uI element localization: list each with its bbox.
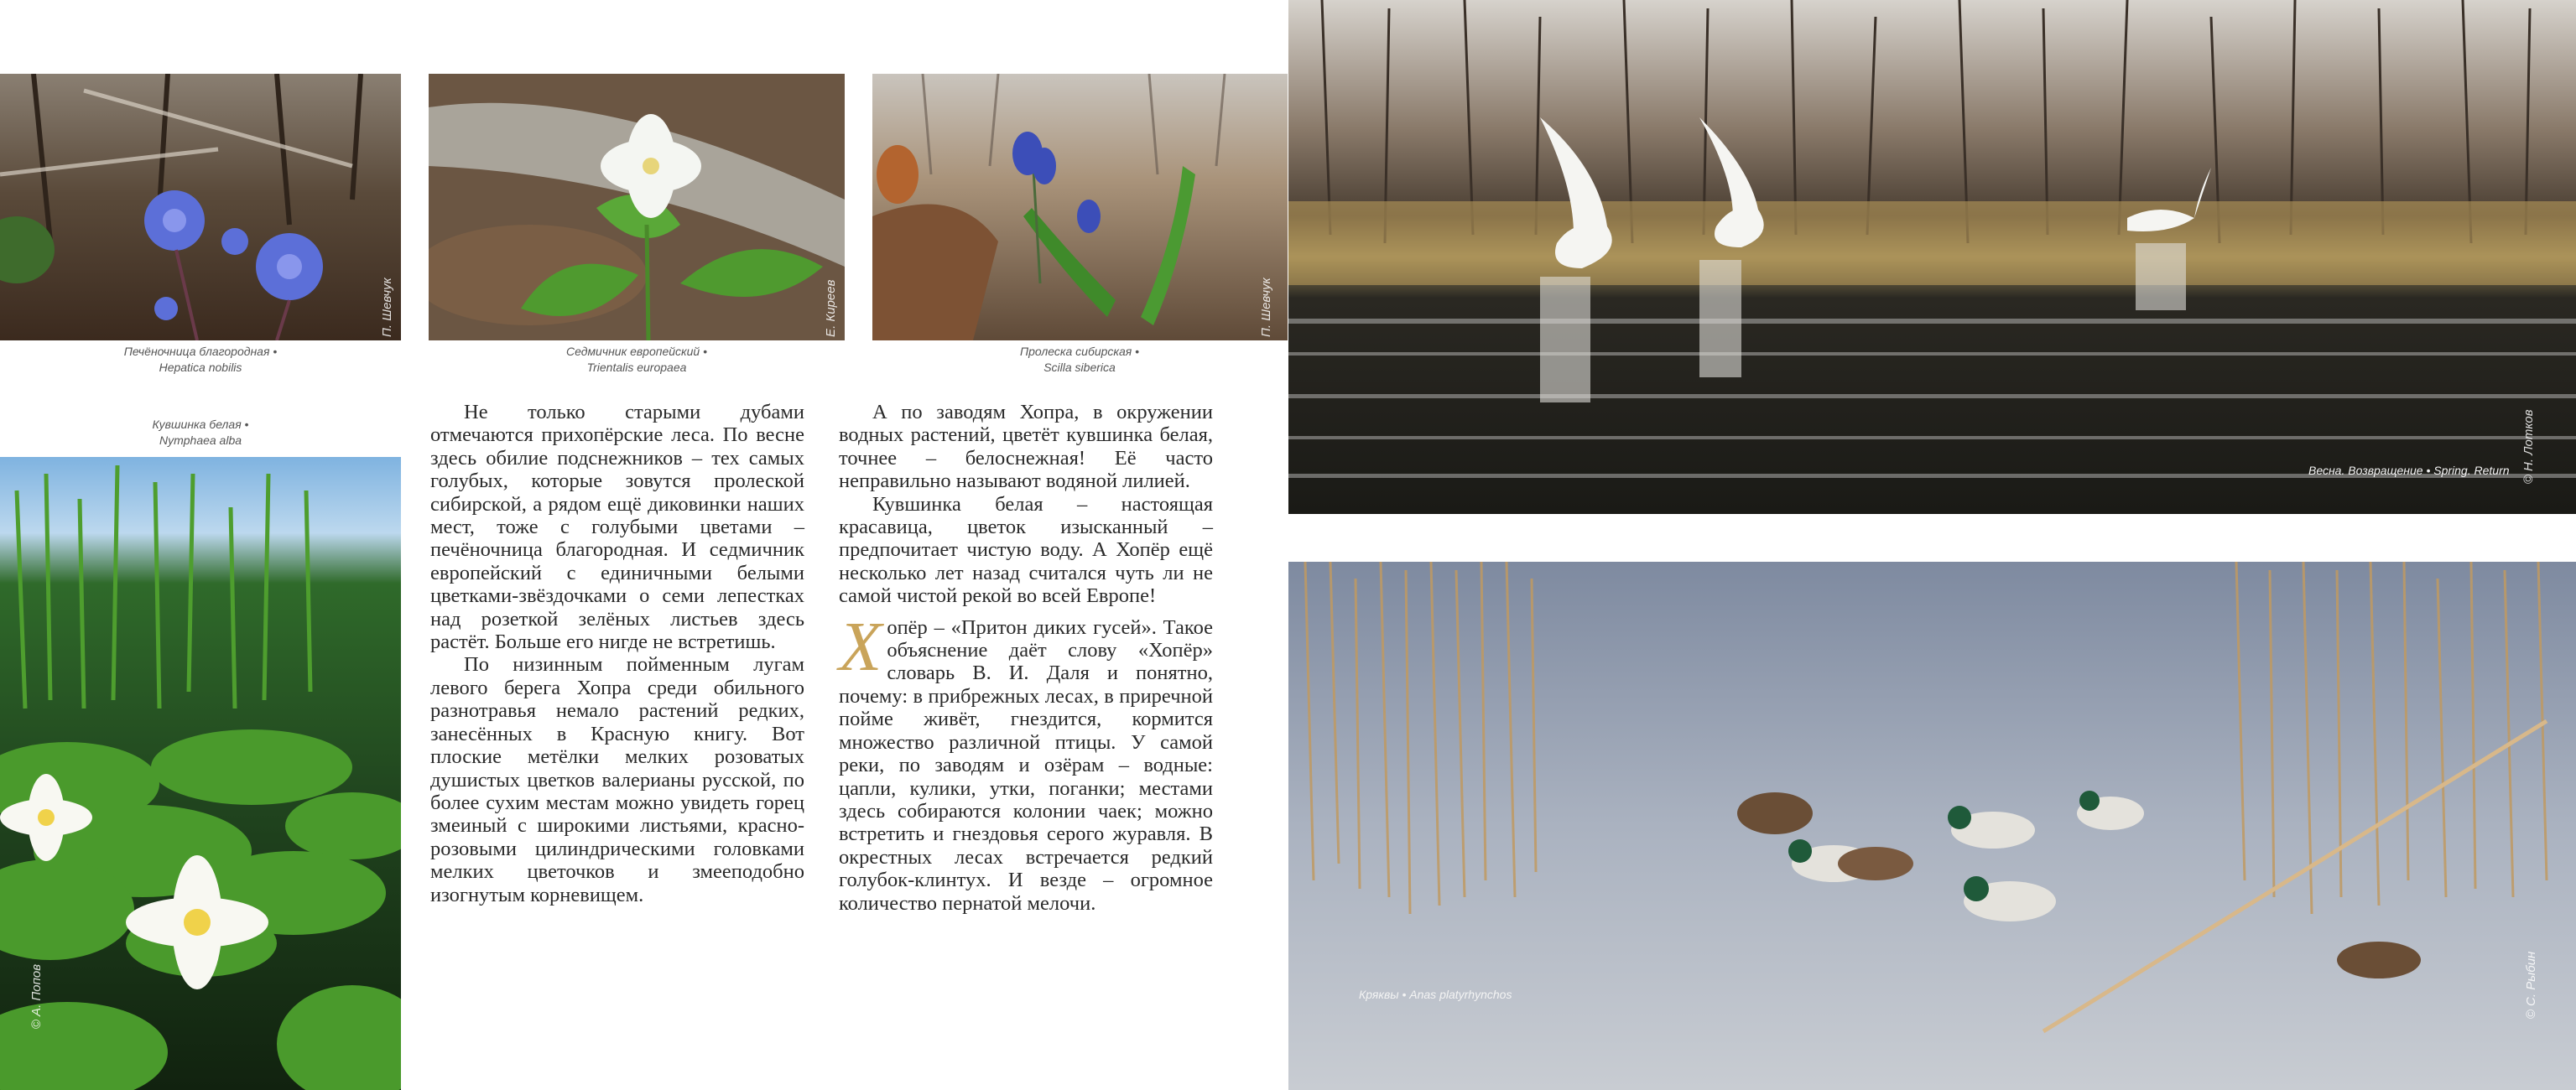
photo-credit: ©С. Рыбин: [2524, 951, 2538, 1019]
photo-ducks: [1288, 562, 2576, 1090]
photo-hepatica: [0, 74, 401, 340]
caption-nymphaea: Кувшинка белая • Nymphaea alba: [152, 418, 249, 447]
photo-credit: ©Н. Лотков: [2521, 409, 2536, 484]
paragraph: А по заводям Хопра, в окружении водных растений, цветёт кувшинка белая, точнее – белоснежная! Её часто неправильно называют водяной лилией.: [839, 401, 1213, 493]
photo-credit: ©А. Попов: [29, 963, 44, 1029]
paragraph: По низинным пойменным лугам левого берега Хопра среди обильного разнотравья немало растений редких, занесённых в Красную книгу. Вот плоские метёлки мелких розоватых душистых цветков валерианы русской, по более сухим местам можно увидеть горец змеиный с широкими листьями, красно-розовыми цилиндрическими головками мелких цветочков и змееподобно изогнутым корневищем.: [430, 653, 804, 906]
photo-nymphaea: [0, 457, 401, 1090]
text-column-2: [839, 401, 1213, 915]
photo-credit: ©П. Шевчук: [380, 278, 394, 350]
photo-scilla: [872, 74, 1288, 340]
photo-credit: ©П. Шевчук: [1259, 278, 1273, 350]
caption-swans: Весна. Возвращение • Spring. Return: [2308, 464, 2510, 477]
caption-trientalis: Седмичник европейский • Trientalis europaea: [565, 345, 707, 374]
paragraph: Не только старыми дубами отмечаются прихопёрские леса. По весне здесь обилие подснежников – тех самых голубых, которые зовутся пролеской сибирской, а рядом ещё диковинки наших мест, тоже с голубыми цветами – печёночница благородная. И седмичник европейский с единичными белыми цветками-звёздочками о семи лепестках над розеткой зелёных листьев здесь растёт. Больше его нигде не встретишь.: [430, 401, 804, 654]
dropcap: Х: [839, 607, 882, 686]
text-column-1: [430, 401, 804, 906]
caption-scilla: Пролеска сибирская • Scilla siberica: [1019, 345, 1140, 374]
caption-ducks: Кряквы • Anas platyrhynchos: [1359, 988, 1512, 1001]
photo-trientalis: [429, 74, 845, 340]
paragraph-with-dropcap: Хопёр – «Притон диких гусей». Такое объяснение даёт слову «Хопёр» словарь В. И. Даля и понятно, почему: в прибрежных лесах, в приречной пойме живёт, гнездится, кормится множество различной птицы. У самой реки, по заводям и озёрам – водные: цапли, кулики, утки, поганки; местами здесь собираются колонии чаек; можно встретить и гнездовья серого журавля. В окрестных лесах встречается редкий голубок-клинтух. И везде – огромное количество пернатой мелочи.: [839, 607, 1213, 915]
photo-swans: [1288, 0, 2576, 514]
photo-credit: ©Е. Киреев: [824, 279, 838, 350]
caption-hepatica: Печёночница благородная • Hepatica nobilis: [123, 345, 278, 374]
paragraph: Кувшинка белая – настоящая красавица, цветок изысканный – предпочитает чистую воду. А Хопёр ещё несколько лет назад считался чуть ли не самой чистой рекой во всей Европе!: [839, 492, 1213, 608]
